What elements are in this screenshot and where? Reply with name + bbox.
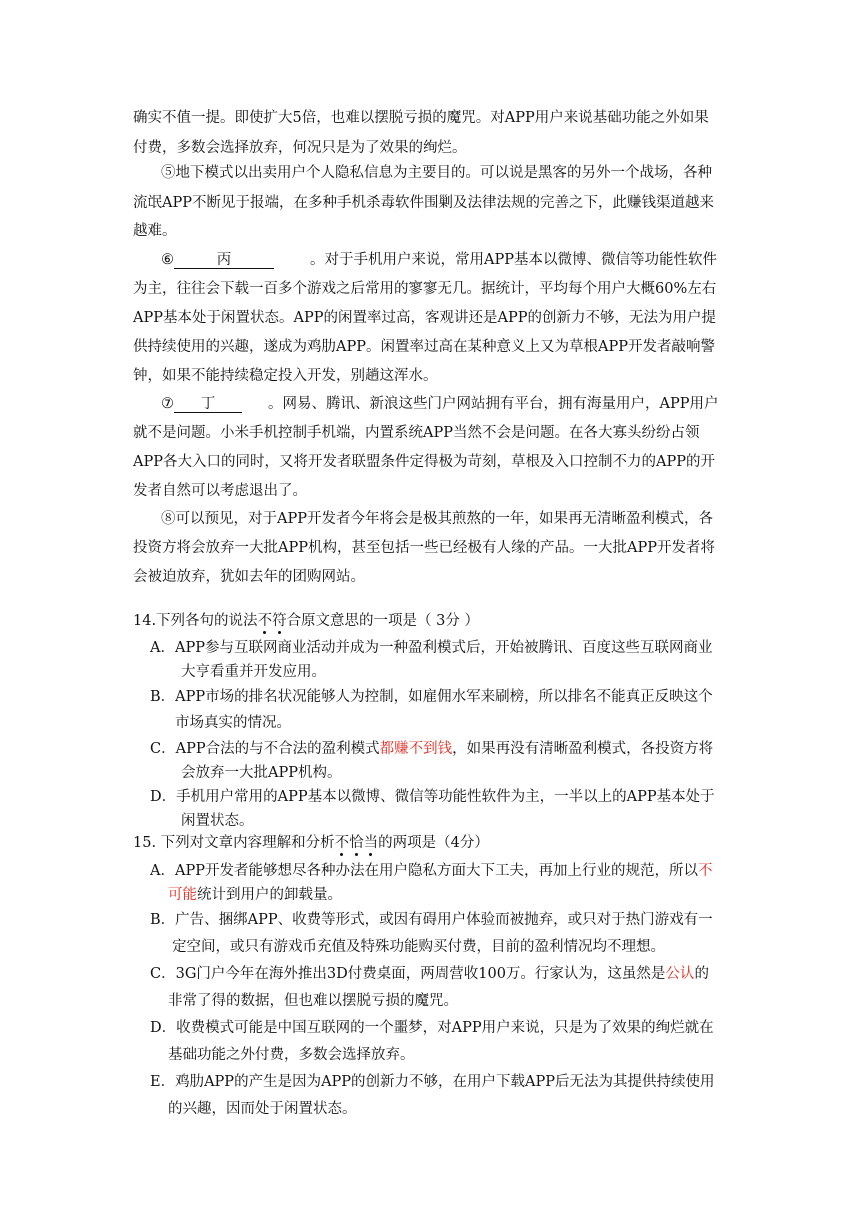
- q14-option-d-cont: 闲置状态。: [181, 813, 254, 829]
- passage-line: 发者自然可以考虑退出了。: [133, 483, 307, 499]
- q15-option-b-cont: 定空间，或只有游戏币充值及特殊功能购买付费，目前的盈利情况均不理想。: [172, 939, 665, 955]
- highlighted-text: 可能: [168, 887, 197, 903]
- q14-option-c: [150, 739, 713, 759]
- option-text: 的: [694, 966, 709, 982]
- option-text: 统计到用户的卸载量。: [197, 887, 342, 903]
- passage-line: APP基本处于闲置状态。APP的闲置率过高，客观讲还是APP的创新力不够，无法为用户提: [133, 310, 716, 326]
- q15-option-a: [150, 861, 712, 881]
- passage-paragraph-7-first-line: [161, 394, 718, 414]
- q15-option-d-cont: 基础功能之外付费，多数会选择放弃。: [168, 1047, 415, 1063]
- q15-option-e-cont: 的兴趣，因而处于闲置状态。: [168, 1101, 357, 1117]
- fill-in-blank-ding: 丁: [174, 396, 242, 413]
- q14-option-d: D．手机用户常用的APP基本以微博、微信等功能性软件为主，一半以上的APP基本处于: [150, 789, 715, 805]
- q14-option-a: A．APP参与互联网商业活动并成为一种盈利模式后，开始被腾讯、百度这些互联网商业: [150, 640, 713, 656]
- fill-in-blank-bing: 丙: [174, 252, 274, 269]
- highlighted-text: 公认: [665, 966, 695, 982]
- highlighted-text: 都赚不到钱: [379, 741, 453, 757]
- option-text: C．APP合法的与不合法的盈利模式: [150, 741, 380, 757]
- q14-option-b: B．APP市场的排名状况能够人为控制，如雇佣水军来刷榜，所以排名不能真正反映这个: [150, 689, 713, 705]
- stem-text: 的两项是（4分）: [378, 835, 489, 851]
- q15-option-a-cont: [168, 885, 342, 905]
- stem-text: 14.下列各句的说法: [133, 613, 258, 629]
- q14-option-b-cont: 市场真实的情况。: [175, 715, 291, 731]
- question-15-stem: [133, 833, 489, 853]
- q15-option-c: [150, 964, 709, 984]
- passage-line: 越难。: [133, 223, 177, 239]
- paragraph-number: ⑥: [161, 252, 174, 268]
- emphasis-char: 符: [272, 613, 287, 629]
- passage-paragraph-6-first-line: [161, 250, 717, 270]
- passage-line: ⑧可以预见，对于APP开发者今年将会是极其煎熬的一年，如果再无清晰盈利模式，各: [161, 511, 713, 527]
- passage-line: 供持续使用的兴趣，遂成为鸡肋APP。闲置率过高在某种意义上又为草根APP开发者敲响警: [133, 339, 715, 355]
- passage-text: 。网易、腾讯、新浪这些门户网站拥有平台，拥有海量用户，APP用户: [268, 396, 719, 412]
- question-14-stem: [133, 611, 479, 631]
- passage-line: 投资方将会放弃一大批APP机构，甚至包括一些已经极有人缘的产品。一大批APP开发者将: [133, 540, 715, 556]
- q15-option-b: B．广告、捆绑APP、收费等形式，或因有碍用户体验而被抛弃，或只对于热门游戏有一: [150, 912, 713, 928]
- option-text: ，如果再没有清晰盈利模式，各投资方将: [452, 741, 714, 757]
- emphasis-char: 不: [257, 613, 273, 629]
- emphasis-char: 恰: [349, 835, 364, 851]
- passage-line: APP各大入口的同时，又将开发者联盟条件定得极为苛刻，草根及入口控制不力的APP的开: [133, 454, 715, 470]
- q15-option-e: E．鸡肋APP的产生是因为APP的创新力不够，在用户下载APP后无法为其提供持续使用: [150, 1074, 715, 1090]
- passage-line: 付费，多数会选择放弃，何况只是为了效果的绚烂。: [133, 140, 467, 156]
- passage-line: 就不是问题。小米手机控制手机端，内置系统APP当然不会是问题。在各大寡头纷纷占领: [133, 425, 700, 441]
- passage-line: 确实不值一提。即使扩大5倍，也难以摆脱亏损的魔咒。对APP用户来说基础功能之外如果: [133, 110, 709, 126]
- option-text: C．3G门户今年在海外推出3D付费桌面，两周营收100万。行家认为，这虽然是: [150, 966, 666, 982]
- passage-line: 会被迫放弃，犹如去年的团购网站。: [133, 569, 365, 585]
- highlighted-text: 不: [697, 863, 713, 879]
- option-text: A．APP开发者能够想尽各种办法在用户隐私方面大下工夫，再加上行业的规范，所以: [150, 863, 698, 879]
- passage-line: 流氓APP不断见于报端，在多种手机杀毒软件围剿及法律法规的完善之下，此赚钱渠道越来: [133, 195, 714, 211]
- q14-option-c-cont: 会放弃一大批APP机构。: [181, 765, 342, 781]
- q15-option-c-cont: 非常了得的数据，但也难以摆脱亏损的魔咒。: [168, 993, 458, 1009]
- q14-option-a-cont: 大亨看重并开发应用。: [181, 664, 326, 680]
- emphasis-char: 当: [363, 835, 379, 851]
- passage-line: 钟，如果不能持续稳定投入开发，别趟这浑水。: [133, 368, 438, 384]
- q15-option-d: D．收费模式可能是中国互联网的一个噩梦，对APP用户来说，只是为了效果的绚烂就在: [150, 1020, 714, 1036]
- stem-text: 15. 下列对文章内容理解和分析: [133, 835, 335, 851]
- passage-line: 为主，往往会下载一百多个游戏之后常用的寥寥无几。据统计，平均每个用户大概60%左右: [133, 281, 717, 297]
- passage-line: ⑤地下模式以出卖用户个人隐私信息为主要目的。可以说是黑客的另外一个战场，各种: [161, 165, 712, 181]
- passage-text: 。对于手机用户来说，常用APP基本以微博、微信等功能性软件: [310, 252, 717, 268]
- emphasis-char: 不: [334, 835, 350, 851]
- paragraph-number: ⑦: [161, 396, 174, 412]
- stem-text: 合原文意思的一项是（ 3分 ）: [286, 613, 480, 629]
